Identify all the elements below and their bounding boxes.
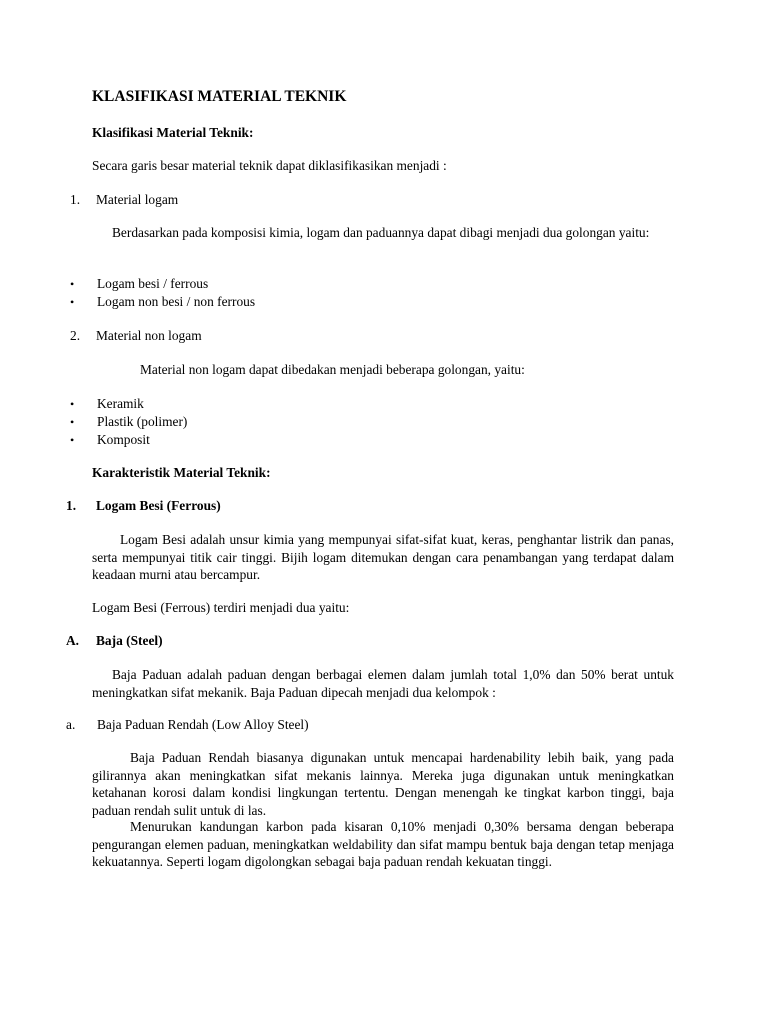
subheading-logam-besi: Logam Besi (Ferrous) [96,498,221,513]
section-heading-karakteristik: Karakteristik Material Teknik: [92,465,271,480]
bullet-icon: • [70,433,75,447]
list-number: 1. [70,192,81,207]
list-item-material-logam: Material logam [96,192,179,207]
bullet-icon: • [70,295,75,309]
list-number: 1. [66,498,77,513]
bullet-icon: • [70,415,75,429]
list-item: Komposit [97,432,150,447]
bullet-icon: • [70,277,75,291]
list-item: Logam non besi / non ferrous [97,294,256,309]
logam-description: Berdasarkan pada komposisi kimia, logam dan paduannya dapat dibagi menjadi dua golongan yaitu: [112,225,650,240]
low-alloy-paragraph-1: Baja Paduan Rendah biasanya digunakan untuk mencapai hardenability lebih baik, yang pada gilirannya akan meningkatkan sifat mekanis lainnya. Mereka juga digunakan untuk meningkatkan ketahanan korosi dalam kondisi lingkungan tertentu. Dengan menengah ke tingkat karbon tinggi, baja paduan rendah sulit untuk di las. [92,750,674,818]
intro-text: Secara garis besar material teknik dapat diklasifikasikan menjadi : [92,158,447,173]
list-item: Plastik (polimer) [97,414,188,429]
list-number: 2. [70,328,81,343]
bullet-icon: • [70,397,75,411]
subheading-low-alloy-steel: Baja Paduan Rendah (Low Alloy Steel) [97,717,309,732]
list-letter: A. [66,633,80,648]
document-title: KLASIFIKASI MATERIAL TEKNIK [92,88,347,105]
section-heading-klasifikasi: Klasifikasi Material Teknik: [92,125,254,140]
ferrous-types-intro: Logam Besi (Ferrous) terdiri menjadi dua yaitu: [92,600,350,615]
list-item: Logam besi / ferrous [97,276,209,291]
list-letter: a. [66,717,76,732]
list-item-material-non-logam: Material non logam [96,328,202,343]
low-alloy-paragraph-2: Menurukan kandungan karbon pada kisaran 0,10% menjadi 0,30% bersama dengan beberapa pengurangan elemen paduan, meningkatkan weldability dan sifat mampu bentuk baja dengan tetap menjaga kekuatannya. Seperti logam digolongkan sebagai baja paduan rendah kekuatan tinggi. [92,819,674,869]
nonlogam-description: Material non logam dapat dibedakan menjadi beberapa golongan, yaitu: [140,362,525,377]
list-item: Keramik [97,396,144,411]
baja-description: Baja Paduan adalah paduan dengan berbagai elemen dalam jumlah total 1,0% dan 50% berat untuk meningkatkan sifat mekanik. Baja Paduan dipecah menjadi dua kelompok : [92,667,674,700]
subheading-baja: Baja (Steel) [96,633,163,648]
ferrous-description: Logam Besi adalah unsur kimia yang mempunyai sifat-sifat kuat, keras, penghantar listrik dan panas, serta mempunyai titik cair tinggi. Bijih logam ditemukan dengan cara penambangan yang terdapat dalam keadaan murni atau bercampur. [92,532,674,582]
